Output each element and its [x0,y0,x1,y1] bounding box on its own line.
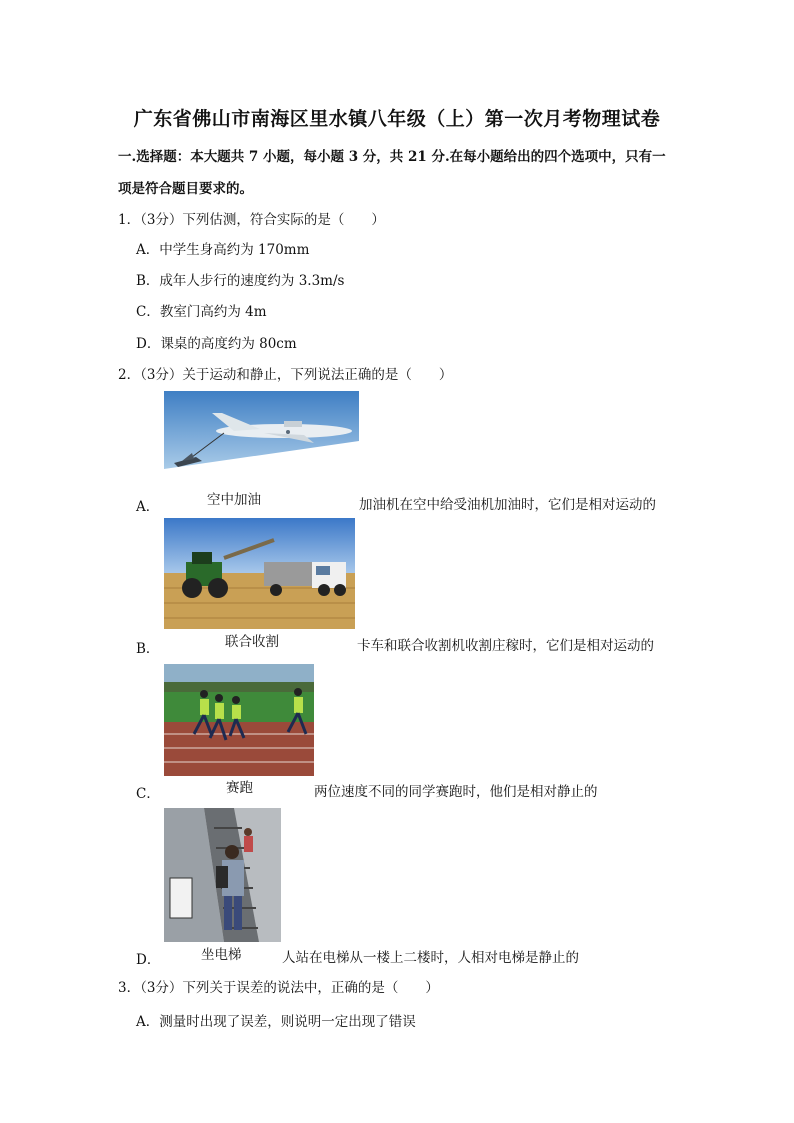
question-1-option-d: D．课桌的高度约为 80cm [136,336,297,352]
question-1-stem: 1．（3分）下列估测，符合实际的是（ ） [118,212,385,228]
runners-race-photo [164,664,314,776]
question-1-option-b: B．成年人步行的速度约为 3.3m/s [136,273,345,289]
question-2-option-c-letter: C． [136,786,160,802]
refueling-aircraft-photo [164,391,359,471]
document-title: 广东省佛山市南海区里水镇八年级（上）第一次月考物理试卷 [133,108,661,130]
escalator-photo [164,808,281,942]
question-2-option-b-letter: B． [136,641,160,657]
question-2-option-b-text: 卡车和联合收割机收割庄稼时，它们是相对运动的 [357,638,654,654]
question-2-option-d-caption: 坐电梯 [201,947,242,963]
question-2-option-d-letter: D． [136,952,161,968]
question-1-option-a: A．中学生身高约为 170mm [136,242,310,258]
question-2-option-a-letter: A． [136,499,160,515]
combine-harvester-truck-photo [164,518,355,629]
section-heading-line2: 项是符合题目要求的。 [118,181,253,197]
question-2-option-c-caption: 赛跑 [226,780,253,796]
question-2-option-a-text: 加油机在空中给受油机加油时，它们是相对运动的 [359,497,656,513]
section-heading-line1: 一.选择题：本大题共 7 小题，每小题 3 分，共 21 分.在每小题给出的四个选项中，只有一 [118,149,666,165]
question-2-stem: 2．（3分）关于运动和静止，下列说法正确的是（ ） [118,367,453,383]
question-2-option-b-caption: 联合收割 [225,634,279,650]
question-2-option-d-text: 人站在电梯从一楼上二楼时，人相对电梯是静止的 [282,950,579,966]
question-1-option-c: C．教室门高约为 4m [136,304,267,320]
question-3-stem: 3．（3分）下列关于误差的说法中，正确的是（ ） [118,980,439,996]
question-2-option-c-text: 两位速度不同的同学赛跑时，他们是相对静止的 [314,784,598,800]
question-3-option-a: A．测量时出现了误差，则说明一定出现了错误 [136,1014,416,1030]
question-2-option-a-caption: 空中加油 [207,492,261,508]
